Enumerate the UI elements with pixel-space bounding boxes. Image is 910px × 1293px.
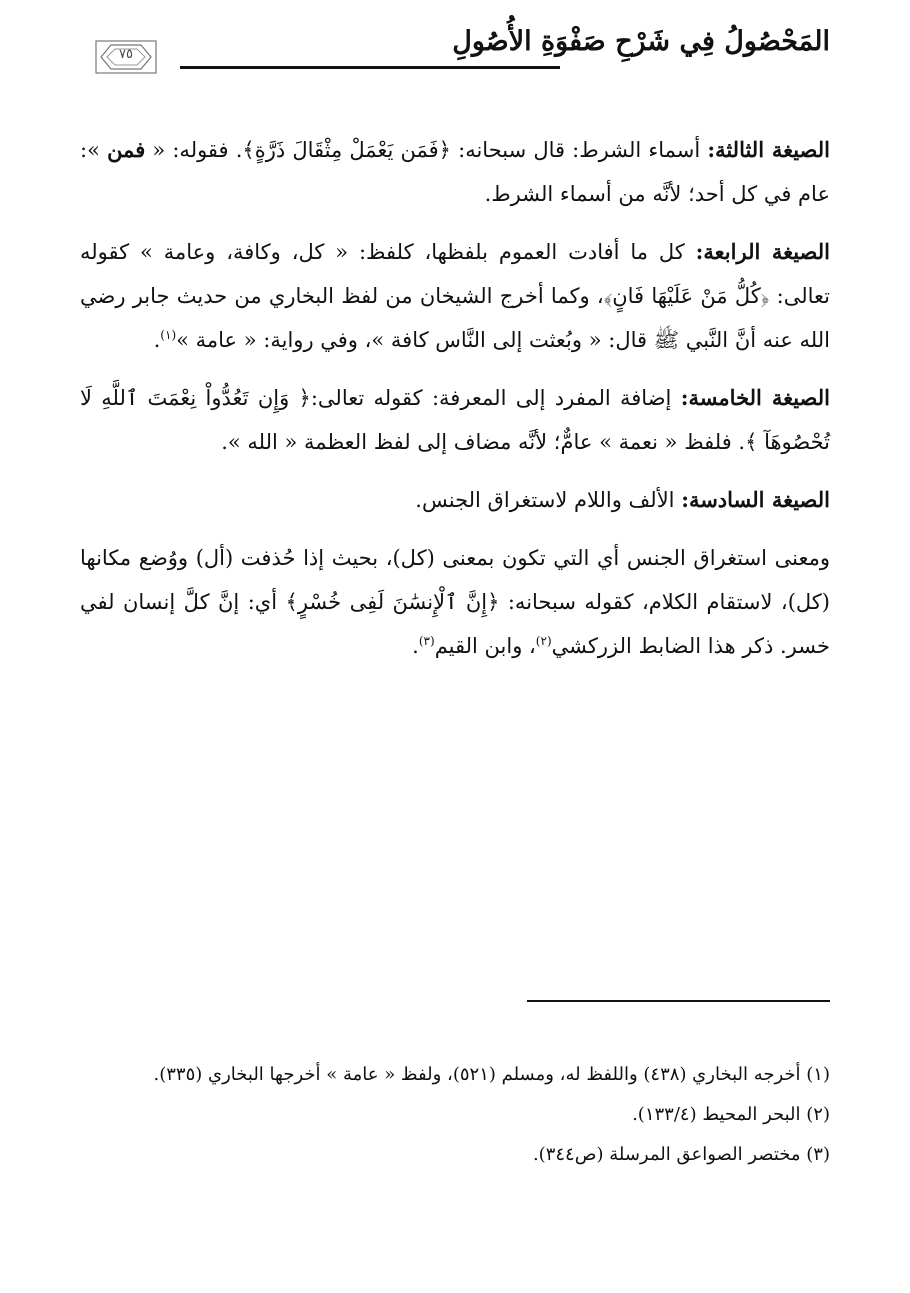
paragraph-text-end: .: [412, 634, 419, 658]
paragraph-sixth-form: [80, 478, 830, 522]
main-text: [80, 128, 830, 682]
paragraph-label: الصيغة الخامسة:: [680, 385, 830, 410]
paragraph-text: ومعنى استغراق الجنس أي التي تكون بمعنى (كل)، بحيث إذا حُذفت (أل) ووُضع مكانها (كل)، لاستقام الكلام، كقوله سبحانه: ﴿إِنَّ ٱلْإِنسَٰنَ لَفِى خُسْرٍ﴾ أي: إنَّ كلَّ إنسان لفي خسر. ذكر هذا الضابط الزركشي: [80, 546, 830, 658]
paragraph-fourth-form: [80, 230, 830, 362]
paragraph-text-end: .: [153, 328, 161, 352]
paragraph-text: الألف واللام لاستغراق الجنس.: [415, 488, 682, 512]
page-header: [85, 22, 830, 92]
footnote-2: (٢) البحر المحيط (١٣٣/٤).: [632, 1104, 830, 1125]
page-number-badge: [95, 40, 157, 74]
paragraph-label: الصيغة السادسة:: [681, 487, 830, 512]
footnote-3: (٣) مختصر الصواعق المرسلة (ص٣٤٤).: [532, 1144, 830, 1165]
footnote-ref-3[interactable]: (٣): [418, 634, 435, 648]
footnote-ref-1[interactable]: (١): [160, 328, 177, 342]
paragraph-fifth-form: [80, 376, 830, 464]
footnote-1: (١) أخرجه البخاري (٤٣٨) واللفظ له، ومسلم (٥٢١)، ولفظ « عامة » أخرجها البخاري (٣٣٥).: [153, 1064, 830, 1085]
footnote-divider: [527, 1000, 830, 1002]
paragraph-label: الصيغة الثالثة:: [707, 137, 830, 162]
paragraph-third-form: [80, 128, 830, 216]
header-rule: [180, 66, 560, 69]
paragraph-explanation: [80, 536, 830, 668]
highlighted-word: فمن: [107, 137, 146, 162]
book-title: المَحْصُولُ فِي شَرْحِ صَفْوَةِ الأُصُولِ: [452, 26, 830, 57]
paragraph-text: كل ما أفادت العموم بلفظها، كلفظ: « كل، وكافة، وعامة » كقوله تعالى: ﴿كُلُّ مَنْ عَلَيْهَا فَانٍ﴾، وكما أخرج الشيخان من لفظ البخاري من حديث جابر رضي الله عنه أنَّ النَّبي ﷺ قال: « وبُعثت إلى النَّاس كافة »، وفي رواية: « عامة »: [80, 240, 830, 352]
paragraph-text: أسماء الشرط: قال سبحانه: ﴿فَمَن يَعْمَلْ مِثْقَالَ ذَرَّةٍ﴾. فقوله: «: [145, 138, 708, 162]
paragraph-text-mid: ، وابن القيم: [434, 634, 536, 658]
paragraph-label: الصيغة الرابعة:: [695, 239, 830, 264]
paragraph-text: إضافة المفرد إلى المعرفة: كقوله تعالى:﴿ وَإِن تَعُدُّواْ نِعْمَتَ ٱللَّهِ لَا تُحْصُوهَآ ﴾. فلفظ « نعمة » عامٌّ؛ لأنَّه مضاف إلى لفظ العظمة « الله ».: [80, 386, 830, 454]
footnotes: [80, 1058, 830, 1178]
page-number: ٧٥: [119, 47, 133, 62]
footnote-ref-2[interactable]: (٢): [535, 634, 552, 648]
paragraph-text-end: »: عام في كل أحد؛ لأنَّه من أسماء الشرط.: [80, 138, 830, 206]
